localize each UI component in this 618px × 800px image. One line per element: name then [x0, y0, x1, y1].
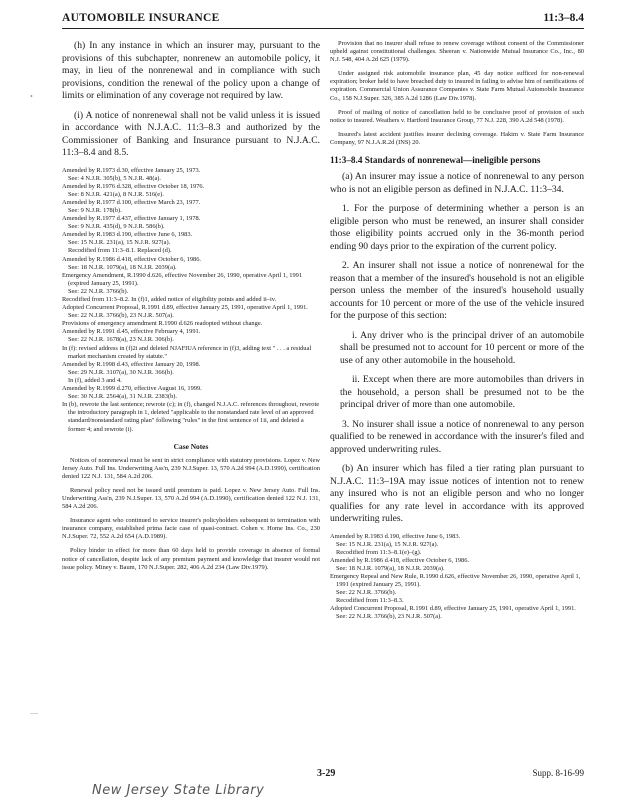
case-note: Insurance agent who continued to service insurer's policyholders subsequent to termination with insurance company, established prima facie case of quasi-contract. Cohen v. Home Ins. Co., 230 N.J.Super. 72, 552 A.2d 654 (A.D.1989). [62, 517, 320, 541]
running-header [62, 10, 584, 29]
history-line: See: 22 N.J.R. 3766(b). [336, 589, 397, 597]
history-line: Amended by R.1977 d.100, effective March 23, 1977. [62, 198, 201, 206]
history-line: See: 22 N.J.R. 1678(a), 23 N.J.R. 306(b). [68, 336, 174, 344]
history-line: See: 29 N.J.R. 3107(a), 30 N.J.R. 366(b). [68, 368, 174, 376]
history-line: Recodified from 11:3–8.1(e)–(g). [336, 548, 422, 556]
history-notes-left [62, 167, 320, 434]
history-line: Emergency Amendment, R.1990 d.626, effective November 26, 1990, operative April 1, 1991 (expired January 25, 1991). [62, 271, 303, 287]
history-line: Adopted Concurrent Proposal, R.1991 d.89, effective January 25, 1991, operative April 1, 1991. [62, 304, 308, 312]
history-line: See: 18 N.J.R. 1079(a), 18 N.J.R. 2039(a). [68, 263, 177, 271]
history-line: See: 15 N.J.R. 231(a), 15 N.J.R. 927(a). [336, 540, 439, 548]
history-line: In (f), added 3 and 4. [68, 376, 122, 384]
history-line: Amended by R.1973 d.30, effective January 25, 1973. [62, 166, 201, 174]
case-note: Renewal policy need not be issued until premium is paid. Lopez v. New Jersey Auto. Full Ins. Underwriting Ass'n, 239 N.J.Super. 13, 570 A.2d 994 (A.D.1990), certification denied 122 N.J. 131, 584 A.2d 206. [62, 486, 320, 511]
history-line: Provisions of emergency amendment R.1990 d.626 readopted without change. [62, 320, 263, 328]
history-line: See: 22 N.J.R. 3766(b), 23 N.J.R. 507(a). [336, 613, 442, 621]
history-line: In (b), rewrote the last sentence; rewrote (c); in (f), changed N.J.A.C. references throughout, rewrote the introductory paragraph in 1, deleted "applicable to the nonstandard rate level of an approved standard/nonstandard rating plan" following "rules" in the first sentence of 1ii, and deleted a former 4; and rewrote (i). [62, 401, 320, 433]
paragraph-i: (i) A notice of nonrenewal shall not be valid unless it is issued in accordance with N.J.A.C. 11:3–8.3 and authorized by the Commissioner of Banking and Insurance pursuant to N.J.A.C. 11:3–8.4 and 8.5. [62, 109, 320, 158]
margin-mark: — [30, 708, 38, 717]
case-note: Under assigned risk automobile insurance plan, 45 day notice sufficed for non-renewal expiration; broker held to have breached duty to insured in failing to advise him of ramifications of expiration. Commercial Union Assurance Companies v. State Farm Mutual Automobile Insurance Co., 158 N.J.Super. 326, 385 A.2d 1286 (Law Div.1978). [330, 70, 584, 102]
history-line: Amended by R.1999 d.270, effective August 16, 1999. [62, 385, 202, 393]
history-line: Recodified from 11:3–8.1. Replaced (d). [68, 247, 172, 255]
page-number: 3-29 [317, 768, 336, 779]
history-line: See: 4 N.J.R. 305(b), 5 N.J.R. 48(a). [68, 174, 162, 182]
history-line: Recodified from 11:3–8.2. In (f)1, added notice of eligibility points and added ii–iv. [62, 296, 277, 303]
supplement-date: Supp. 8-16-99 [532, 768, 584, 778]
history-line: In (f): revised address in (f)2i and deleted NJAFIUA reference in (f)3, adding text " . . . a residual market mechanism created by statute." [62, 344, 312, 360]
case-note: Insured's latest accident justifies insurer declining coverage. Hakim v. State Farm Insurance Company, 97 N.J.A.R.2d (INS) 20. [330, 130, 584, 146]
section-heading: 11:3–8.4 Standards of nonrenewal—ineligible persons [330, 155, 541, 166]
history-line: See: 9 N.J.R. 178(b). [68, 206, 122, 214]
history-line: Recodified from 11:3–8.3. [336, 597, 404, 605]
history-line: Amended by R.1976 d.328, effective October 18, 1976. [62, 182, 205, 190]
history-line: Emergency Repeal and New Rule, R.1990 d.626, effective November 26, 1990, operative April 1, 1991 (expired January 25, 1991). [330, 573, 581, 589]
margin-mark: • [30, 92, 33, 101]
paragraph-a: (a) An insurer may issue a notice of nonrenewal to any person who is not an eligible person as defined in N.J.A.C. 11:3–34. [330, 171, 584, 195]
case-note: Provision that no insurer shall refuse to renew coverage without consent of the Commissioner upheld against constitutional challenges. Sheeran v. Nationwide Mutual Insurance Co., Inc., 80 N.J. 548, 404 A.2d 625 (1979). [330, 40, 584, 64]
page-footer [62, 768, 584, 782]
history-line: Adopted Concurrent Proposal, R.1991 d.89, effective January 25, 1991, operative April 1, 1991. [330, 605, 576, 613]
history-line: See: 18 N.J.R. 1079(a), 18 N.J.R. 2039(a). [336, 564, 445, 572]
header-section-number: 11:3–8.4 [543, 12, 584, 24]
paragraph-a1: 1. For the purpose of determining whether a person is an eligible person who must be renewed, an insurer shall consider those eligibility points accrued only in the 36-month period ending 90 days prior to the expiration of the current policy. [330, 203, 584, 252]
right-column [330, 40, 584, 622]
history-line: See: 8 N.J.R. 421(a), 8 N.J.R. 516(e). [68, 190, 164, 198]
history-line: Amended by R.1998 d.43, effective January 20, 1998. [62, 360, 201, 368]
case-notes [62, 457, 320, 572]
history-notes-right [330, 533, 584, 622]
library-stamp: New Jersey State Library [92, 783, 265, 798]
history-line: See: 15 N.J.R. 231(a), 15 N.J.R. 927(a). [68, 239, 171, 247]
case-notes-title: Case Notes [173, 441, 209, 451]
case-note: Policy binder in effect for more than 60 days held to provide coverage in absence of formal notice of cancellation, despite lack of any premium payment and knowledge that insurer would not issue policy. Miney v. Baum, 170 N.J.Super. 282, 406 A.2d 234 (Law Div.1979). [62, 547, 320, 571]
left-column [62, 40, 320, 578]
header-title: AUTOMOBILE INSURANCE [62, 12, 220, 24]
history-line: See: 9 N.J.R. 435(d), 9 N.J.R. 586(b). [68, 223, 165, 231]
history-line: See: 22 N.J.R. 3766(b), 23 N.J.R. 507(a). [68, 312, 174, 320]
history-line: Amended by R.1983 d.190, effective June 6, 1983. [62, 231, 193, 239]
history-line: Amended by R.1977 d.437, effective January 1, 1978. [62, 215, 201, 223]
case-note: Notices of nonrenewal must be sent in strict compliance with statutory provisions. Lopez v. New Jersey Auto. Full Ins. Underwriting Ass'n, 239 N.J.Super. 13, 570 A.2d 994 (A.D.1990), certification denied 122 N.J. 131, 584 A.2d 206. [62, 456, 320, 480]
paragraph-a2i: i. Any driver who is the principal driver of an automobile shall be presumed not to account for 10 percent or more of the use of any other automobile in the household. [340, 329, 584, 366]
paragraph-a2: 2. An insurer shall not issue a notice of nonrenewal for the reason that a member of the insured's household is not an eligible person unless the member of the insured's household usually accounts for 10 percent or more of the use of the vehicle insured for the purpose of this section: [330, 260, 584, 322]
history-line: Amended by R.1986 d.418, effective October 6, 1986. [330, 556, 470, 564]
paragraph-a3: 3. No insurer shall issue a notice of nonrenewal to any person qualified to be renewed in accordance with the insurer's filed and approved underwriting rules. [330, 418, 584, 455]
history-line: Amended by R.1986 d.418, effective October 6, 1986. [62, 255, 202, 263]
history-line: Amended by R.1983 d.190, effective June 6, 1983. [330, 532, 461, 540]
history-line: Amended by R.1991 d.45, effective February 4, 1991. [62, 328, 201, 336]
history-line: See: 22 N.J.R. 3766(b). [68, 287, 129, 295]
paragraph-h: (h) In any instance in which an insurer may, pursuant to the provisions of this subchapter, nonrenew an automobile policy, it may, in lieu of the nonrenewal and in compliance with such provisions, condition the renewal of the policy upon a change of limits or elimination of any coverage not required by law. [62, 40, 320, 101]
history-line: See: 30 N.J.R. 2564(a), 31 N.J.R. 2383(b). [68, 393, 177, 401]
paragraph-a2ii: ii. Except when there are more automobiles than drivers in the household, a person shall be presumed not to be the principal driver of more than one automobile. [340, 374, 584, 411]
paragraph-b: (b) An insurer which has filed a tier rating plan pursuant to N.J.A.C. 11:3–19A may issue notices of intention not to renew any insured who is not an eligible person and who no longer qualifies for any rate level in accordance with its approved underwriting rules. [330, 463, 584, 525]
case-note: Proof of mailing of notice of cancellation held to be conclusive proof of provision of such notice to insured. Weathers v. Hartford Insurance Group, 77 N.J. 228, 390 A.2d 548 (1978). [330, 108, 584, 124]
